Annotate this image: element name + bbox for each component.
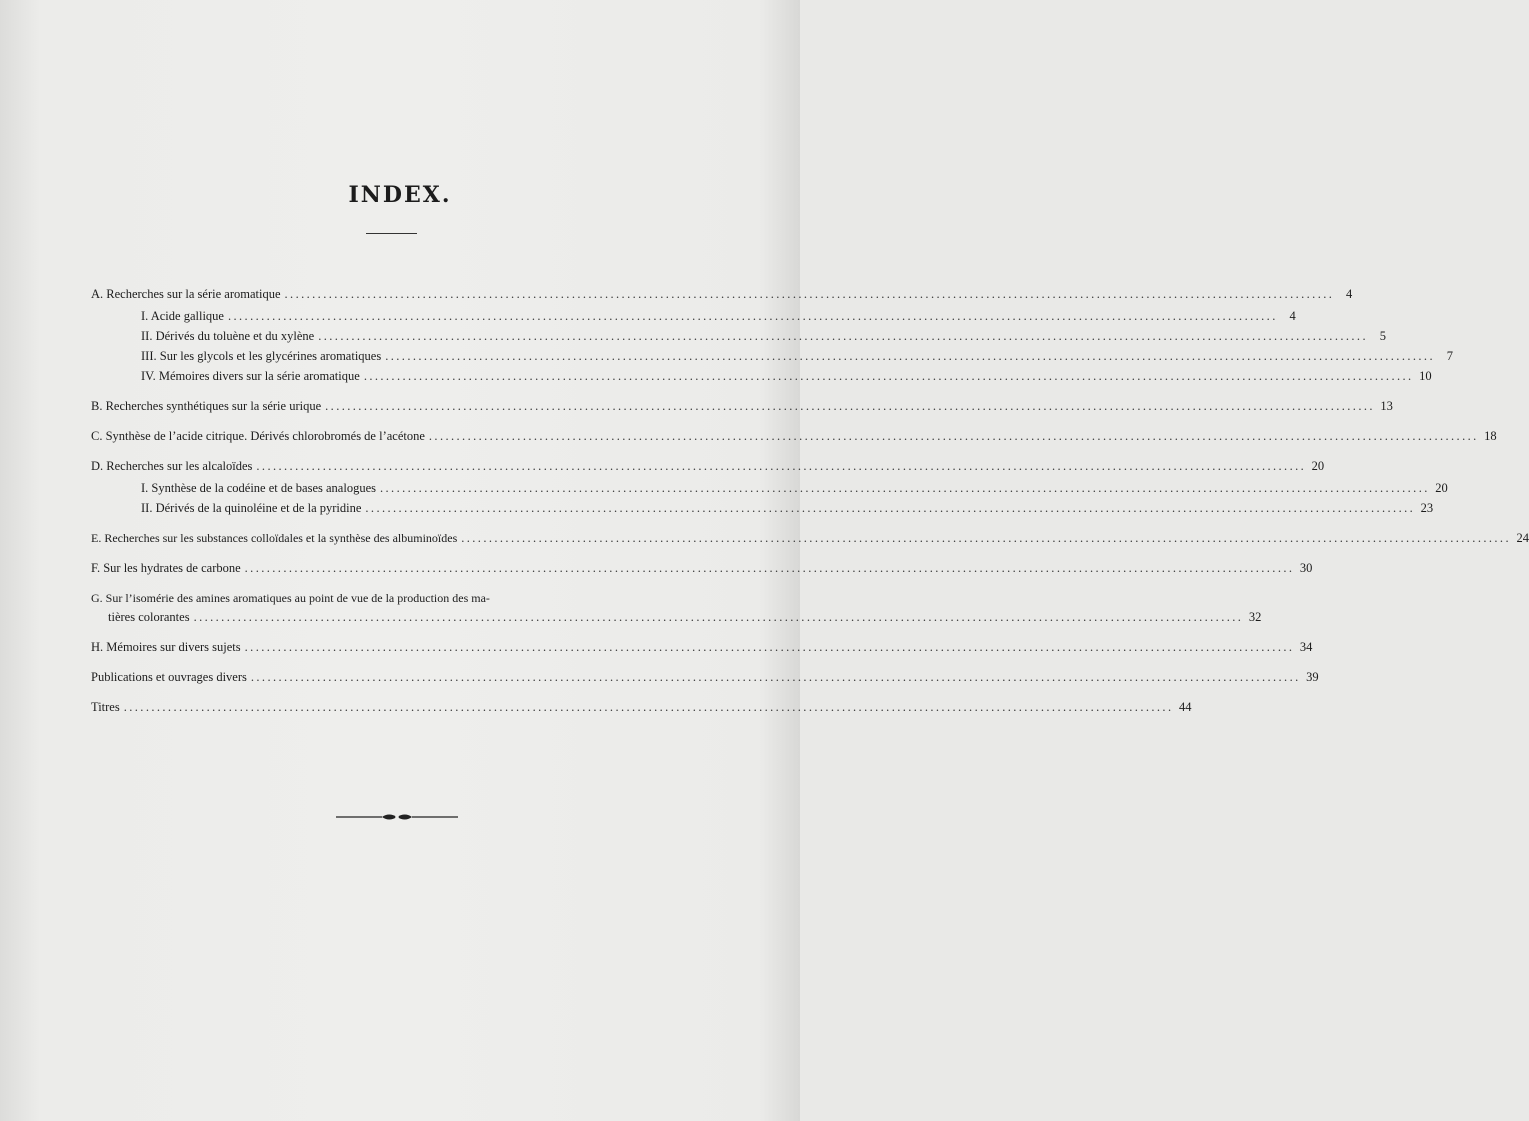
entry-label: I. Synthèse de la codéine et de bases analogues	[141, 481, 376, 495]
toc-entry-a-4	[141, 367, 1432, 385]
entry-page: 44	[1178, 700, 1192, 714]
entry-page: 34	[1299, 640, 1313, 654]
dot-leader: ..............................................................................................................................................................................................	[227, 309, 1278, 323]
entry-page: 4	[1346, 287, 1353, 301]
toc-entry-b	[91, 397, 1393, 415]
toc-entry-a-2	[141, 327, 1386, 345]
dot-leader: ..............................................................................................................................................................................................	[385, 349, 1435, 363]
dot-leader: ..............................................................................................................................................................................................	[365, 501, 1416, 515]
entry-label: II. Dérivés du toluène et du xylène	[141, 329, 315, 343]
toc-entry-d	[91, 457, 1325, 475]
toc-entry-a-3	[141, 347, 1453, 365]
toc-entry-a	[91, 285, 1353, 303]
entry-page: 7	[1446, 349, 1453, 363]
entry-page: 20	[1311, 459, 1325, 473]
entry-label: IV. Mémoires divers sur la série aromatique	[141, 369, 360, 383]
toc-entry-g-line1	[91, 589, 708, 607]
entry-label: H. Mémoires sur divers sujets	[91, 640, 241, 654]
toc-entry-g-line2	[108, 608, 1262, 626]
dot-leader: ..............................................................................................................................................................................................	[123, 700, 1174, 714]
entry-page: 23	[1420, 501, 1434, 515]
entry-page: 30	[1299, 561, 1313, 575]
entry-label: III. Sur les glycols et les glycérines aromatiques	[141, 349, 382, 363]
toc-entry-h	[91, 638, 1313, 656]
entry-label: C. Synthèse de l’acide citrique. Dérivés chlorobromés de l’acétone	[91, 429, 425, 443]
entry-page: 13	[1380, 399, 1393, 413]
entry-label: II. Dérivés de la quinoléine et de la pyridine	[141, 501, 362, 515]
title-rule	[366, 233, 417, 234]
entry-page: 24	[1516, 531, 1529, 545]
toc-entry-publications	[91, 668, 1319, 686]
entry-label: B. Recherches synthétiques sur la série urique	[91, 399, 322, 413]
entry-label: E. Recherches sur les substances colloïdales et la synthèse des albuminoïdes	[91, 531, 458, 545]
toc-entry-e	[91, 529, 1529, 547]
entry-label: F. Sur les hydrates de carbone	[91, 561, 241, 575]
toc-entry-a-1	[141, 307, 1296, 325]
dot-leader: ..............................................................................................................................................................................................	[284, 287, 1335, 301]
entry-page: 5	[1379, 329, 1386, 343]
toc-entry-titres	[91, 698, 1192, 716]
toc-entry-d-2	[141, 499, 1434, 517]
entry-label-continued: tières colorantes	[108, 610, 190, 624]
entry-page: 10	[1419, 369, 1432, 383]
entry-label: I. Acide gallique	[141, 309, 224, 323]
entry-label: G. Sur l’isomérie des amines aromatiques au point de vue de la production des ma-	[91, 591, 490, 605]
entry-page: 20	[1435, 481, 1448, 495]
dot-leader: ..............................................................................................................................................................................................	[363, 369, 1414, 383]
dot-leader: ..............................................................................................................................................................................................	[461, 531, 1511, 545]
toc-entry-c	[91, 427, 1497, 445]
entry-page: 4	[1289, 309, 1296, 323]
dot-leader: ..............................................................................................................................................................................................	[380, 481, 1430, 495]
dot-leader: ..............................................................................................................................................................................................	[428, 429, 1479, 443]
dot-leader: ..............................................................................................................................................................................................	[244, 561, 1295, 575]
entry-label: Publications et ouvrages divers	[91, 670, 247, 684]
index-title: INDEX.	[348, 182, 452, 208]
dot-leader: ..............................................................................................................................................................................................	[325, 399, 1375, 413]
entry-page: 39	[1306, 670, 1319, 684]
entry-page: 32	[1248, 610, 1262, 624]
dot-leader: ..............................................................................................................................................................................................	[318, 329, 1368, 343]
dot-leader: ..............................................................................................................................................................................................	[250, 670, 1301, 684]
ornament-divider	[336, 810, 458, 824]
entry-label: D. Recherches sur les alcaloïdes	[91, 459, 253, 473]
dot-leader: ..............................................................................................................................................................................................	[256, 459, 1307, 473]
toc-entry-d-1	[141, 479, 1448, 497]
dot-leader: ..............................................................................................................................................................................................	[244, 640, 1295, 654]
dot-leader: ..............................................................................................................................................................................................	[193, 610, 1244, 624]
entry-label: A. Recherches sur la série aromatique	[91, 287, 281, 301]
entry-label: Titres	[91, 700, 120, 714]
entry-page: 18	[1484, 429, 1497, 443]
toc-entry-f	[91, 559, 1313, 577]
